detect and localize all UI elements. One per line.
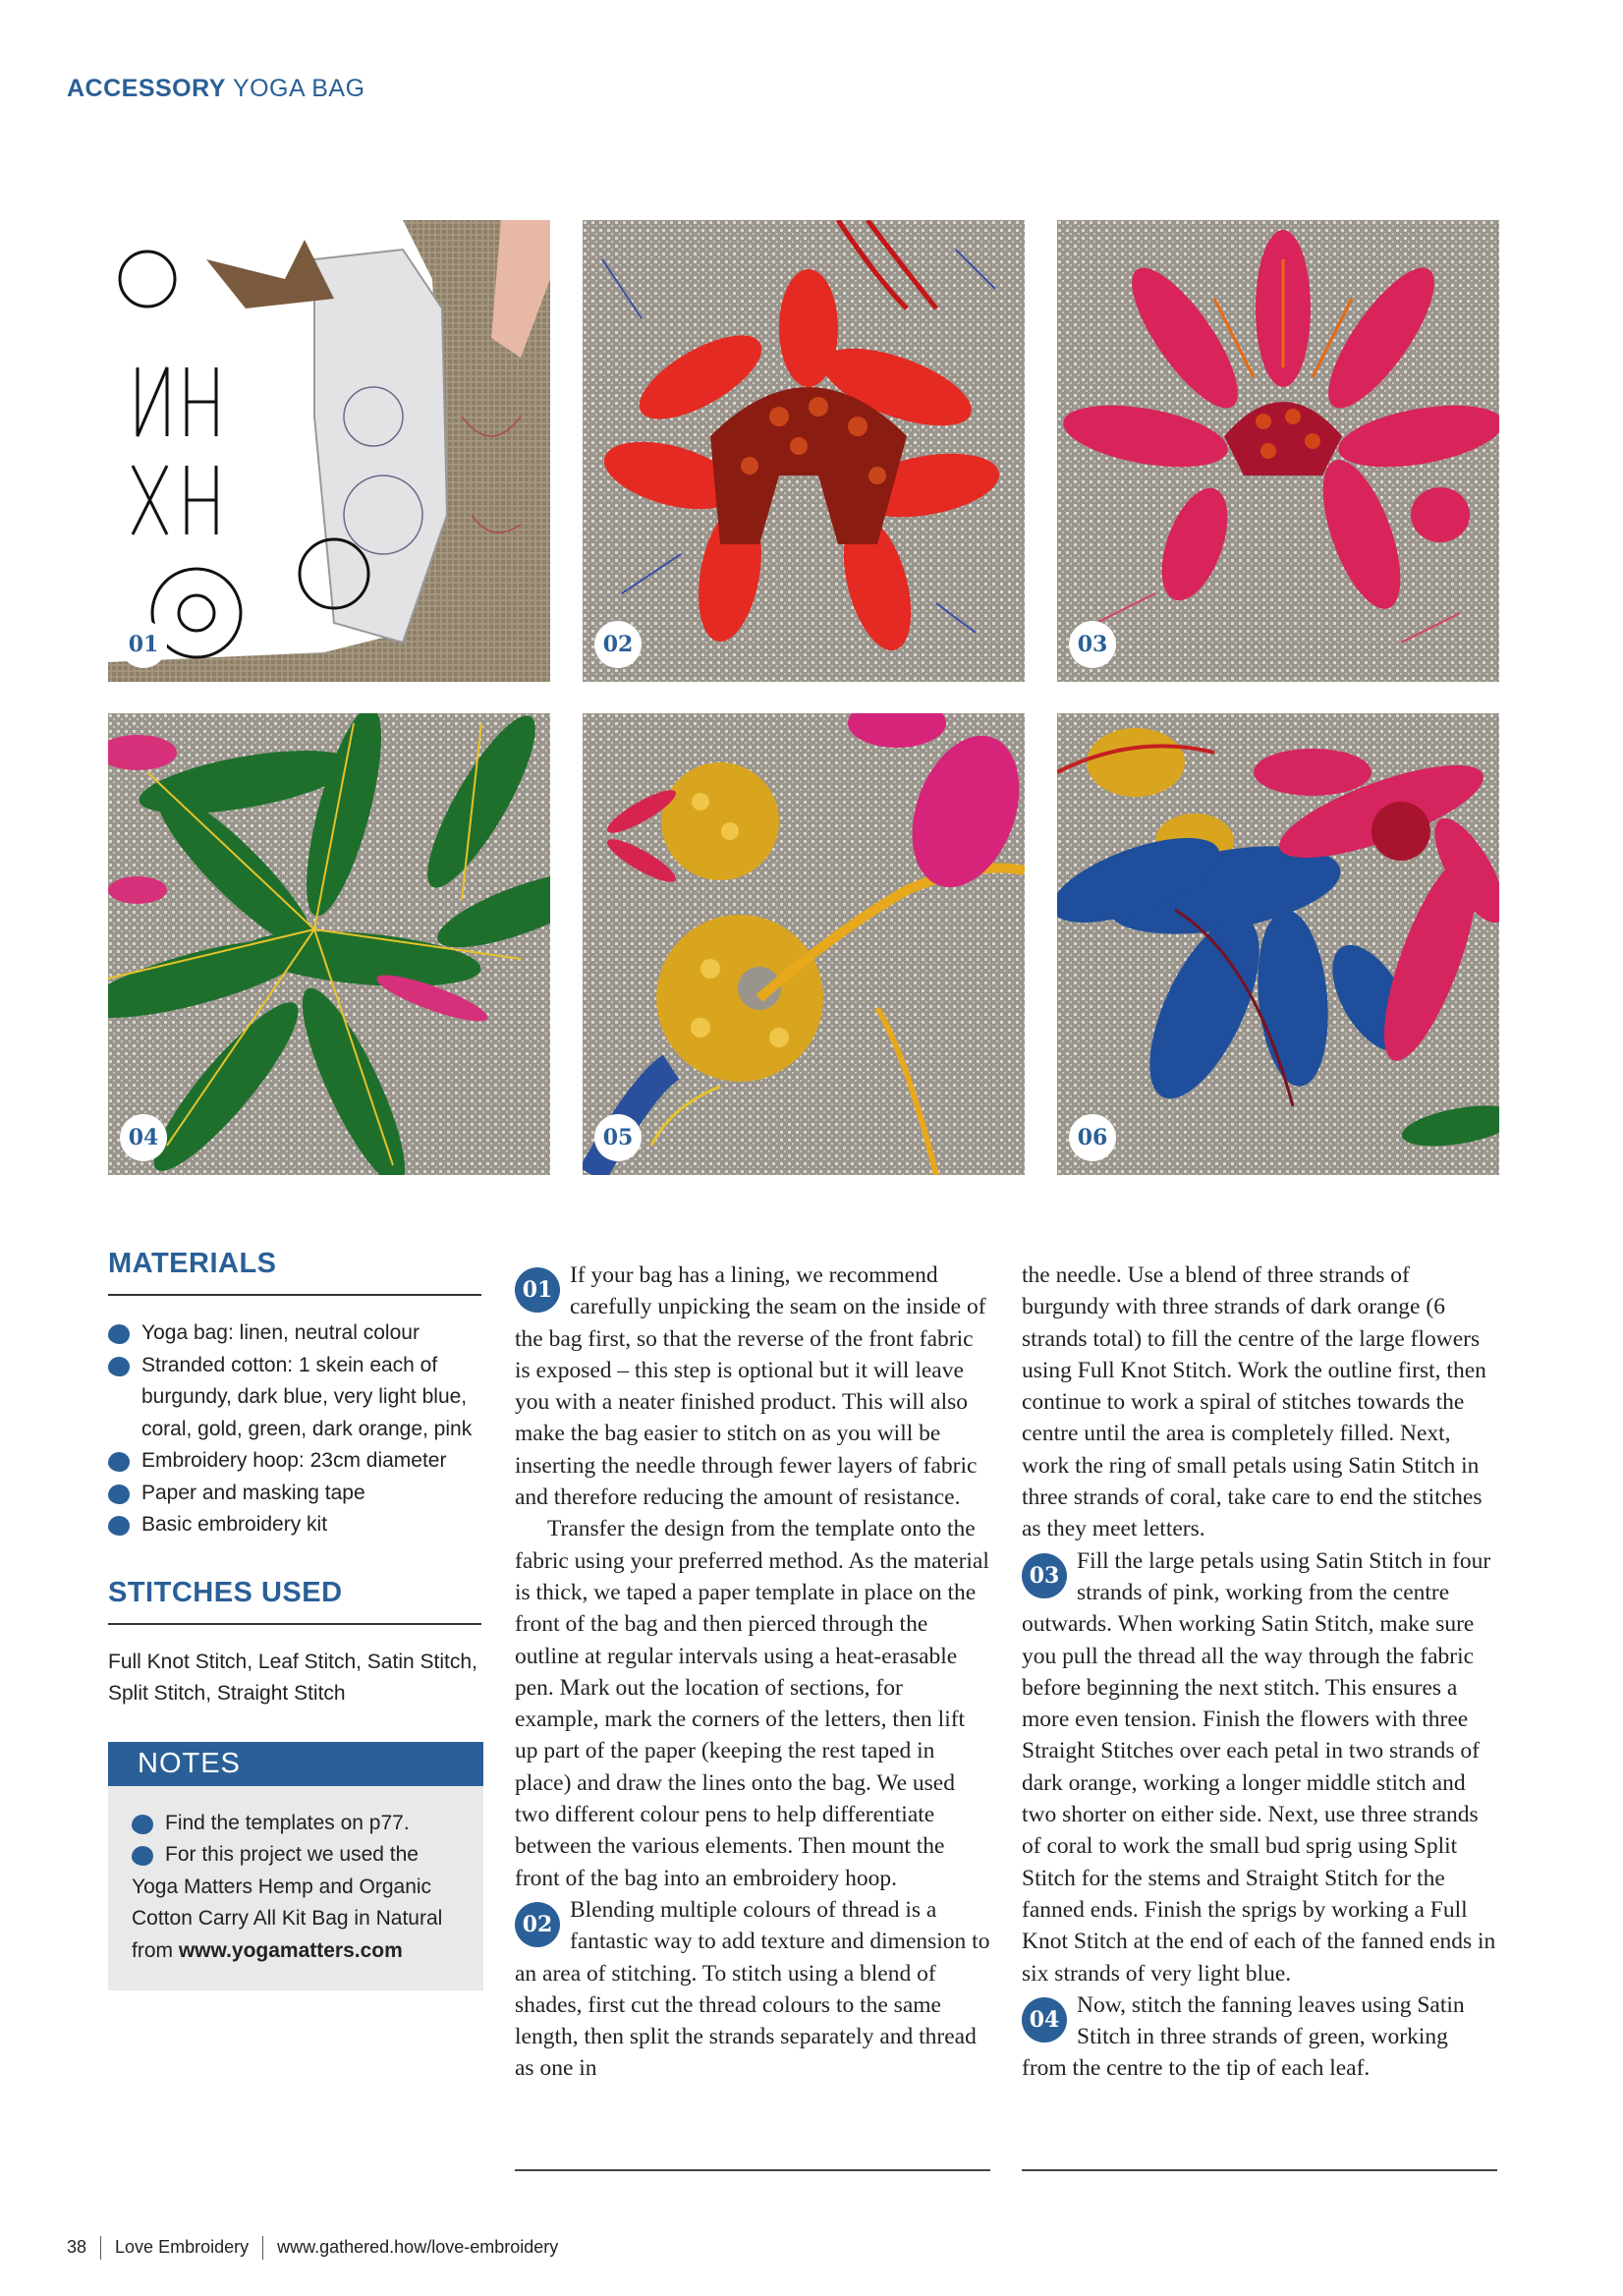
- step-badge: 05: [594, 1114, 642, 1161]
- materials-list: [108, 1317, 481, 1541]
- list-item: Embroidery hoop: 23cm diameter: [108, 1445, 481, 1478]
- template-transfer-photo-icon: [108, 220, 550, 682]
- magazine-name: Love Embroidery: [115, 2236, 250, 2257]
- divider: [108, 1623, 481, 1625]
- bullet-icon: [132, 1815, 153, 1834]
- bullet-icon: [108, 1452, 130, 1472]
- step-badge: 04: [120, 1114, 167, 1161]
- bullet-icon: [132, 1846, 153, 1866]
- step-photo-01: [108, 220, 550, 682]
- page-footer: [67, 2236, 558, 2260]
- step-paragraph: Transfer the design from the template onto the fabric using your preferred method. As the material is thick, we taped a paper template in place on the front of the bag and then pierced through the outline at regular intervals using a heat-erasable pen. Mark out the location of sections, for example, mark the corners of the letters, then lift up part of the paper (keeping the rest taped in place) and draw the lines onto the bag. We used two different colour pens to help differentiate between the various elements. Then mount the front of the bag into an embroidery hoop.: [515, 1516, 989, 1891]
- step-badge: 03: [1069, 621, 1116, 668]
- divider: [108, 1294, 481, 1296]
- page-header: [67, 75, 365, 103]
- step-photo-04: [108, 713, 550, 1175]
- instructions-column-2: [1022, 1260, 1497, 2085]
- page-number: 38: [67, 2236, 87, 2257]
- list-item: Find the templates on p77.: [132, 1808, 460, 1840]
- step-photo-05: [583, 713, 1025, 1175]
- step-photo-02: [583, 220, 1025, 682]
- bullet-icon: [108, 1516, 130, 1536]
- divider: [515, 2169, 990, 2171]
- gold-knots-photo-icon: [583, 713, 1025, 1175]
- website-link[interactable]: www.yogamatters.com: [178, 1938, 403, 1962]
- blue-leaves-photo-icon: [1057, 713, 1499, 1175]
- divider: [100, 2236, 101, 2260]
- list-item: Stranded cotton: 1 skein each of burgundy, dark blue, very light blue, coral, gold, green, dark orange, pink: [108, 1350, 481, 1446]
- list-item: Paper and masking tape: [108, 1478, 481, 1510]
- pink-petals-photo-icon: [1057, 220, 1499, 682]
- step-number: 01: [515, 1267, 560, 1313]
- step-paragraph: 02 Blending multiple colours of thread is a fantastic way to add texture and dimension to an area of stitching. To stitch using a blend of shades, first cut the thread colours to the same length, then split the strands separately and thread as one in: [515, 1896, 990, 2082]
- stitches-text: Full Knot Stitch, Leaf Stitch, Satin Stitch, Split Stitch, Straight Stitch: [108, 1650, 477, 1705]
- step-photo-06: [1057, 713, 1499, 1175]
- step-photo-03: [1057, 220, 1499, 682]
- step-paragraph: 04 Now, stitch the fanning leaves using Satin Stitch in three strands of green, working from the centre to the tip of each leaf.: [1022, 1991, 1465, 2082]
- list-item: Basic embroidery kit: [108, 1509, 481, 1541]
- section-label: ACCESSORY: [67, 75, 226, 102]
- bullet-icon: [108, 1324, 130, 1344]
- step-paragraph: 03 Fill the large petals using Satin Stitch in four strands of pink, working from the centre outwards. When working Satin Stitch, make sure you pull the thread all the way through the fabric before beginning the next stitch. This ensures a more even tension. Finish the flowers with three Straight Stitches over each petal in two strands of dark orange, working a longer middle stitch and two shorter on either side. Next, use three strands of coral to work the small bud sprig using Split Stitch for the stems and Straight Stitch for the fanned ends. Finish the sprigs by working a Full Knot Stitch at the end of each of the fanned ends in six strands of very light blue.: [1022, 1547, 1496, 1987]
- notes-box: [108, 1742, 483, 1991]
- list-item: Yoga bag: linen, neutral colour: [108, 1317, 481, 1350]
- materials-title: MATERIALS: [108, 1248, 277, 1279]
- stitches-title: STITCHES USED: [108, 1576, 343, 1608]
- notes-title: NOTES: [108, 1742, 483, 1786]
- step-number: 04: [1022, 1997, 1067, 2043]
- divider: [262, 2236, 263, 2260]
- list-item: For this project we used the Yoga Matters Hemp and Organic Cotton Carry All Kit Bag in Natural from www.yogamatters.com: [132, 1843, 443, 1962]
- green-leaves-photo-icon: [108, 713, 550, 1175]
- step-paragraph: 01 If your bag has a lining, we recommend carefully unpicking the seam on the inside of the bag first, so that the reverse of the front fabric is exposed – this step is optional but it will leave you with a neater finished product. This will also make the bag easier to stitch on as you will be inserting the needle through fewer layers of fabric and therefore reducing the amount of resistance.: [515, 1262, 986, 1511]
- footer-url[interactable]: www.gathered.how/love-embroidery: [277, 2236, 559, 2257]
- bullet-icon: [108, 1357, 130, 1376]
- step-number: 02: [515, 1902, 560, 1947]
- section-title: YOGA BAG: [232, 75, 365, 102]
- step-number: 03: [1022, 1553, 1067, 1598]
- step-badge: 06: [1069, 1114, 1116, 1161]
- step-paragraph: the needle. Use a blend of three strands of burgundy with three strands of dark orange (6 strands total) to fill the centre of the large flowers using Full Knot Stitch. Work the outline first, then continue to work a spiral of stitches towards the centre until the area is completely filled. Next, work the ring of small petals using Satin Stitch in three strands of coral, take care to end the stitches as they meet letters.: [1022, 1262, 1486, 1542]
- step-badge: 02: [594, 621, 642, 668]
- notes-list: [108, 1808, 483, 1968]
- divider: [1022, 2169, 1497, 2171]
- step-badge: 01: [120, 621, 167, 668]
- instructions-column-1: [515, 1260, 990, 2085]
- red-flower-knots-photo-icon: [583, 220, 1025, 682]
- bullet-icon: [108, 1484, 130, 1504]
- sidebar: [108, 1248, 481, 1990]
